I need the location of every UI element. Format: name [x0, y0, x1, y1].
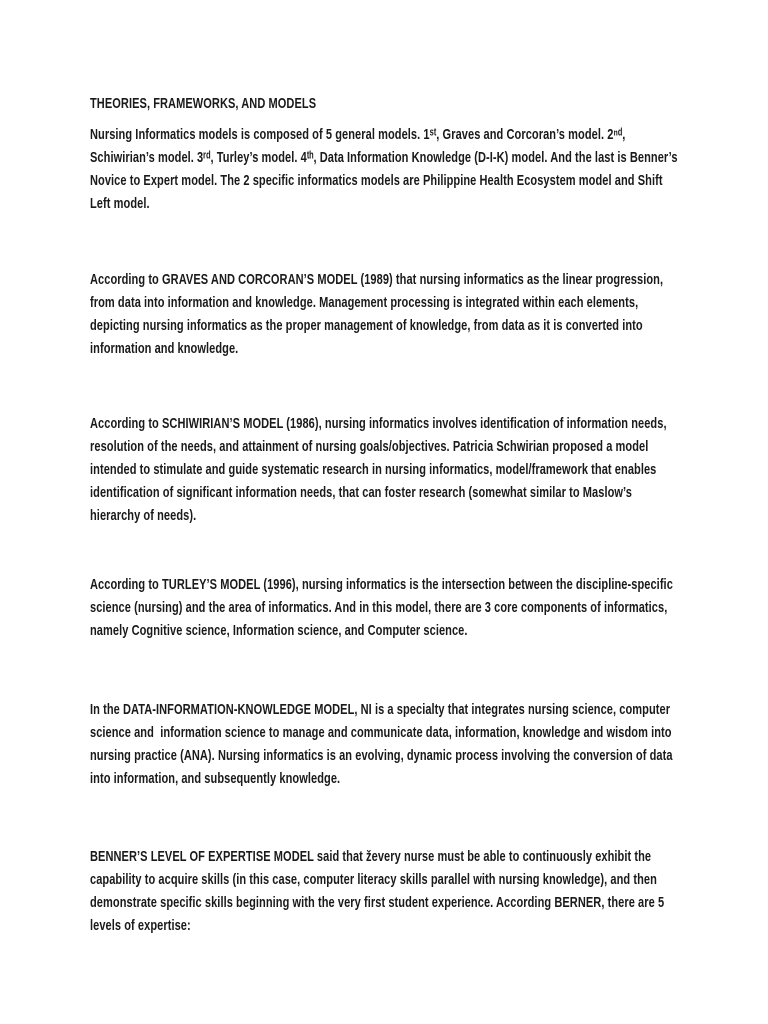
text-column: [90, 0, 681, 1024]
paragraph-overview: Nursing Informatics models is composed of 5 general models. 1ˢᵗ, Graves and Corcoran’s model. 2ⁿᵈ, Schiwirian’s model. 3ʳᵈ, Turley’s model. 4ᵗʰ, Data Information Knowledge (D-I-K) model. And the last is Benner’s Novice to Expert model. The 2 specific informatics models are Philippine Health Ecosystem model and Shift Left model.: [90, 126, 681, 212]
paragraph-schiwirian-model: According to SCHIWIRIAN’S MODEL (1986), nursing informatics involves identification of information needs, resolution of the needs, and attainment of nursing goals/objectives. Patricia Schwirian proposed a model intended to stimulate and guide systematic research in nursing informatics, model/framework that enables identification of significant information needs, that can foster research (somewhat similar to Maslow’s hierarchy of needs).: [90, 415, 670, 524]
document-title: THEORIES, FRAMEWORKS, AND MODELS: [90, 95, 317, 112]
paragraph-graves-corcoran-model: According to GRAVES AND CORCORAN’S MODEL (1989) that nursing informatics as the linear progression, from data into information and knowledge. Management processing is integrated within each elements, depicting nursing informatics as the proper management of knowledge, from data as it is converted into information and knowledge.: [90, 271, 667, 357]
paragraph-data-information-knowledge-model: In the DATA-INFORMATION-KNOWLEDGE MODEL, NI is a specialty that integrates nursing science, computer science and information science to manage and communicate data, information, knowledge and wisdom into nursing practice (ANA). Nursing informatics is an evolving, dynamic process involving the conversion of data into information, and subsequently knowledge.: [90, 701, 676, 787]
paragraph-benner-model: BENNER’S LEVEL OF EXPERTISE MODEL said that ževery nurse must be able to continuously exhibit the capability to acquire skills (in this case, computer literacy skills parallel with nursing knowledge), and then demonstrate specific skills beginning with the very first student experience. According BERNER, there are 5 levels of expertise:: [90, 848, 668, 934]
paragraph-turley-model: According to TURLEY’S MODEL (1996), nursing informatics is the intersection between the discipline-specific science (nursing) and the area of informatics. And in this model, there are 3 core components of informatics, namely Cognitive science, Information science, and Computer science.: [90, 576, 677, 639]
